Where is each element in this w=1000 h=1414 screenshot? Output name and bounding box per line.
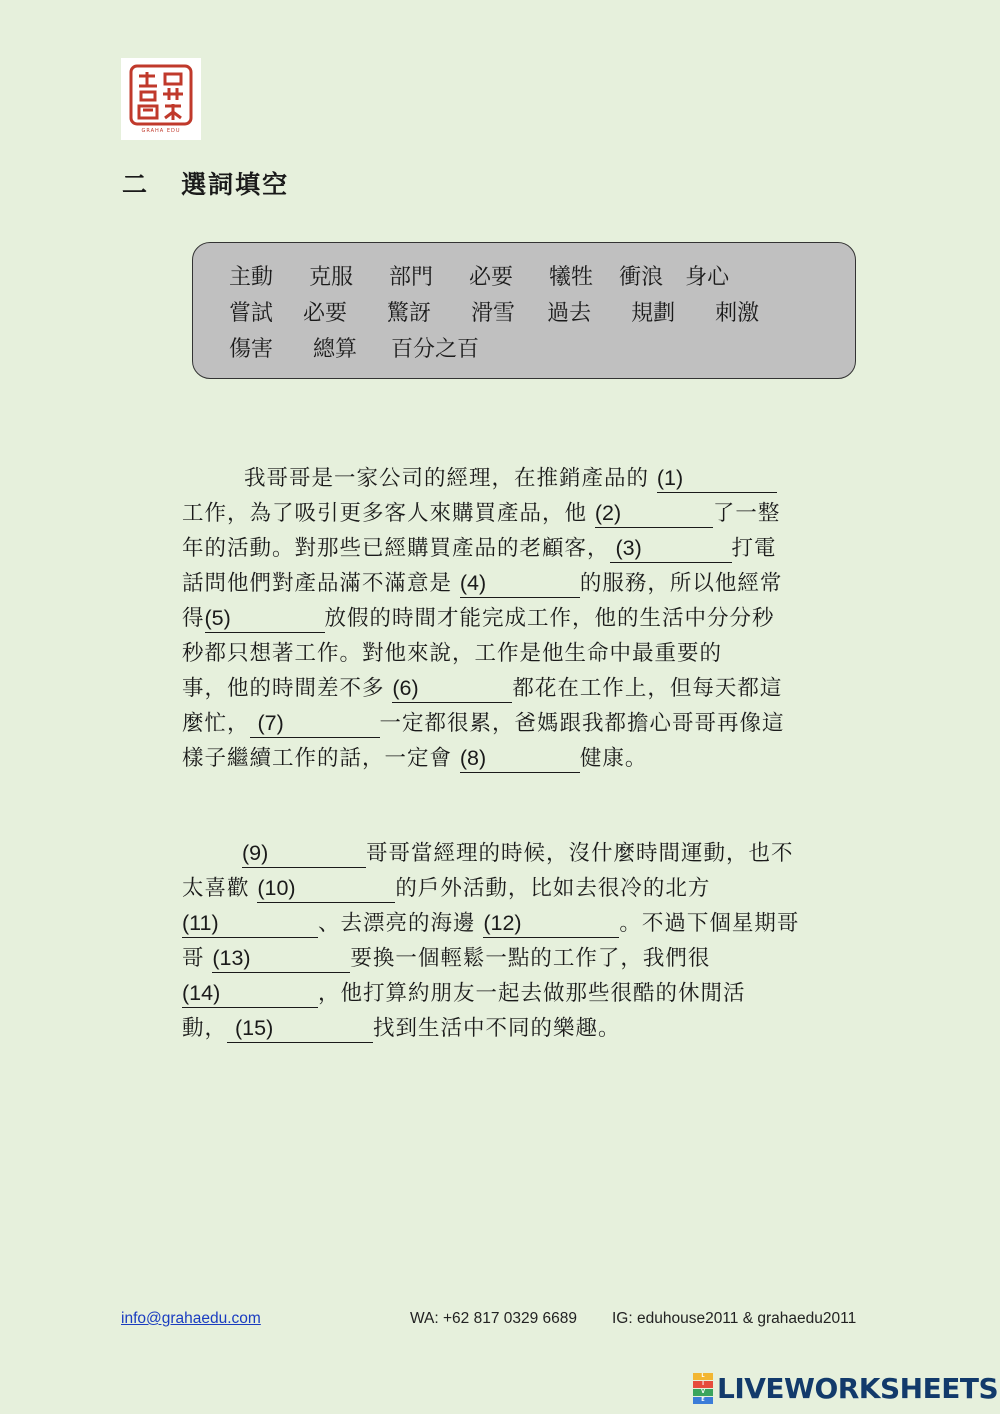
liveworksheets-wordmark: LIVEWORKSHEETS	[717, 1372, 999, 1405]
blank-9[interactable]: (9)	[242, 840, 366, 868]
blank-6[interactable]: (6)	[392, 675, 512, 703]
section-title	[122, 165, 289, 201]
blank-15[interactable]: (15)	[227, 1015, 373, 1043]
blank-5[interactable]: (5)	[205, 605, 325, 633]
text: 要換一個輕鬆一點的工作了，我們很	[350, 946, 711, 971]
word-bank-row	[229, 329, 855, 365]
word-option[interactable]: 過去	[547, 300, 592, 326]
word-option[interactable]: 滑雪	[471, 300, 516, 326]
instagram-contact: IG: eduhouse2011 & grahaedu2011	[612, 1310, 857, 1327]
whatsapp-contact: WA: +62 817 0329 6689	[410, 1310, 578, 1327]
word-option[interactable]: 刺激	[715, 300, 760, 326]
word-option[interactable]: 部門	[389, 264, 434, 290]
text: 了一整	[712, 501, 781, 526]
text: 工作，為了吸引更多客人來購買產品，他	[182, 501, 588, 526]
logo-text: GRAHA EDU	[141, 128, 181, 134]
text: 太喜歡	[182, 876, 250, 901]
text: 放假的時間才能完成工作，他的生活中分分秒	[324, 606, 775, 631]
text: 年的活動。對那些已經購買產品的老顧客，	[182, 536, 610, 561]
text: 一定都很累，爸媽跟我都擔心哥哥再像這	[379, 711, 785, 736]
text: 得	[182, 606, 205, 631]
text: 事，他的時間差不多	[182, 676, 385, 701]
text: 麼忙，	[182, 711, 250, 736]
text: 的戶外活動，比如去很冷的北方	[395, 876, 711, 901]
text: 健康。	[579, 746, 648, 771]
word-option[interactable]: 傷害	[229, 336, 274, 362]
section-heading: 選詞填空	[181, 170, 290, 199]
word-bank-box	[192, 242, 856, 379]
word-option[interactable]: 百分之百	[391, 336, 480, 362]
word-option[interactable]: 主動	[229, 264, 274, 290]
text: 、去漂亮的海邊	[318, 911, 476, 936]
section-number: 二	[122, 170, 150, 199]
word-bank-row	[229, 257, 855, 293]
paragraph-1	[182, 461, 882, 776]
word-option[interactable]: 身心	[685, 264, 730, 290]
word-option[interactable]: 嘗試	[229, 300, 274, 326]
text: 秒都只想著工作。對他來說，工作是他生命中最重要的	[182, 641, 723, 666]
text: ，他打算約朋友一起去做那些很酷的休閒活	[318, 981, 746, 1006]
word-option[interactable]: 總算	[313, 336, 358, 362]
logo-seal-icon	[129, 64, 193, 126]
paragraph-2	[182, 836, 882, 1046]
live-bars-icon: L I V E	[693, 1373, 713, 1404]
text: 哥哥當經理的時候，沒什麼時間運動，也不	[366, 841, 794, 866]
blank-11[interactable]: (11)	[182, 910, 318, 938]
blank-12[interactable]: (12)	[483, 910, 619, 938]
word-option[interactable]: 克服	[309, 264, 354, 290]
blank-1[interactable]: (1)	[657, 465, 777, 493]
email-link[interactable]: info@grahaedu.com	[121, 1310, 261, 1327]
blank-7[interactable]: (7)	[250, 710, 380, 738]
text: 的服務，所以他經常	[579, 571, 783, 596]
word-bank-row	[229, 293, 855, 329]
blank-14[interactable]: (14)	[182, 980, 318, 1008]
word-option[interactable]: 必要	[303, 300, 348, 326]
text: 哥	[182, 946, 205, 971]
word-option[interactable]: 犧牲	[549, 264, 594, 290]
graha-edu-logo	[121, 58, 201, 140]
text: 我哥哥是一家公司的經理，在推銷產品的	[244, 466, 650, 491]
blank-2[interactable]: (2)	[595, 500, 713, 528]
text: 找到生活中不同的樂趣。	[373, 1016, 621, 1041]
word-option[interactable]: 驚訝	[387, 300, 432, 326]
blank-3[interactable]: (3)	[610, 535, 732, 563]
word-option[interactable]: 必要	[469, 264, 514, 290]
text: 都花在工作上，但每天都這	[512, 676, 783, 701]
word-option[interactable]: 規劃	[631, 300, 676, 326]
text: 樣子繼續工作的話，一定會	[182, 746, 453, 771]
text: 。不過下個星期哥	[619, 911, 800, 936]
blank-10[interactable]: (10)	[257, 875, 395, 903]
text: 話問他們對產品滿不滿意是	[182, 571, 453, 596]
liveworksheets-logo	[693, 1372, 998, 1405]
blank-4[interactable]: (4)	[460, 570, 580, 598]
word-option[interactable]: 衝浪	[619, 264, 664, 290]
text: 打電	[731, 536, 777, 561]
blank-13[interactable]: (13)	[212, 945, 350, 973]
blank-8[interactable]: (8)	[460, 745, 580, 773]
text: 動，	[182, 1016, 228, 1041]
